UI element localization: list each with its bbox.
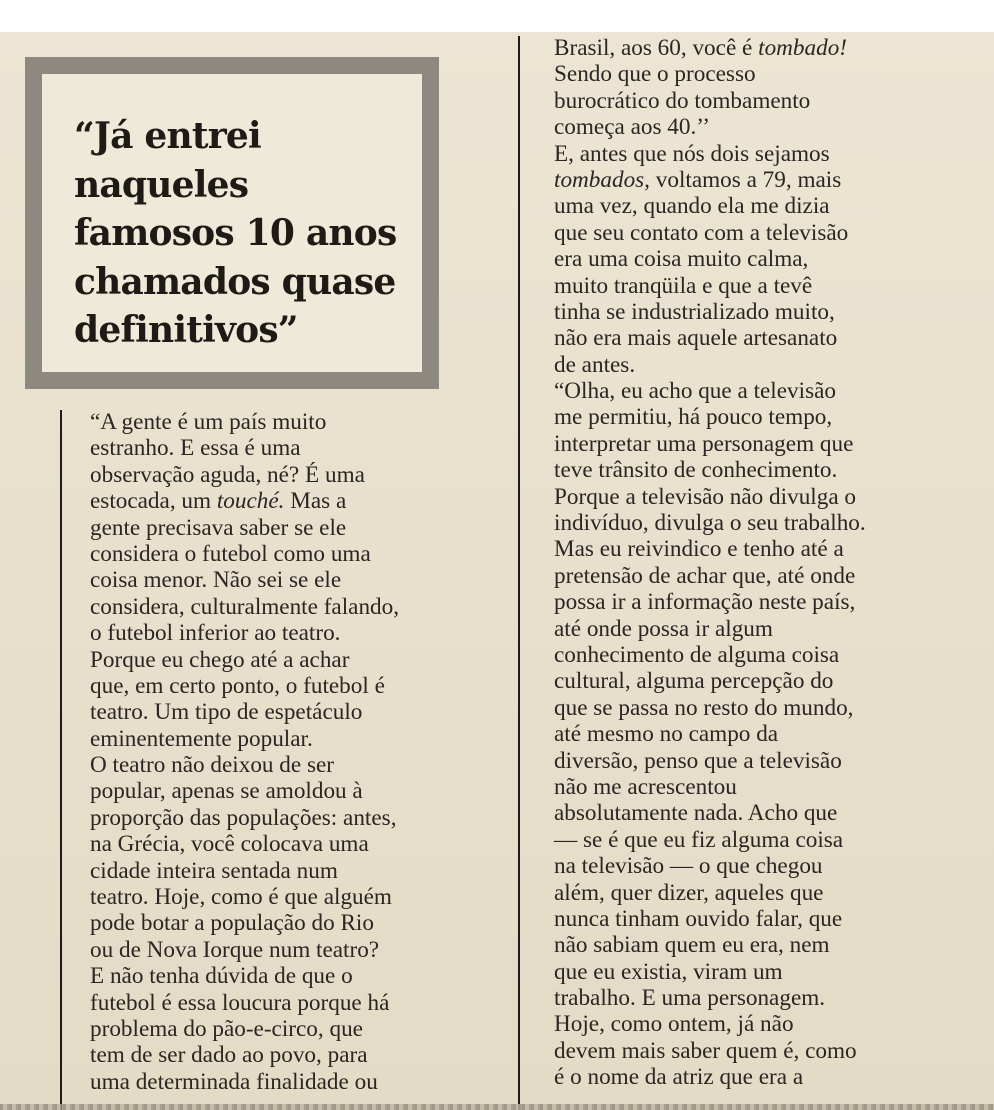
- text-line: [90, 831, 399, 857]
- text-line: [554, 167, 866, 193]
- text-line: [90, 673, 399, 699]
- text-segment: Sendo que o processo: [554, 61, 756, 88]
- text-line: [90, 1016, 399, 1042]
- text-segment: Hoje, como ontem, já não: [554, 1011, 794, 1038]
- text-line: [90, 462, 399, 488]
- text-segment: não sabiam quem eu era, nem: [554, 932, 830, 959]
- text-segment: conhecimento de alguma coisa: [554, 641, 840, 668]
- pull-quote-box: [25, 57, 439, 389]
- text-line: [554, 536, 866, 562]
- text-segment: até onde possa ir algum: [554, 615, 773, 642]
- italic-text-segment: tombado!: [758, 35, 848, 61]
- text-line: [554, 853, 866, 879]
- text-line: [90, 488, 399, 514]
- text-segment: teatro. Hoje, como é que alguém: [90, 884, 392, 911]
- text-line: [554, 748, 866, 774]
- text-line: [554, 299, 866, 325]
- text-segment: Brasil, aos 60, você é: [554, 35, 759, 61]
- text-segment: na televisão — o que chegou: [554, 853, 823, 880]
- text-line: [554, 246, 866, 272]
- text-segment: não era mais aquele artesanato: [554, 325, 838, 352]
- text-line: [554, 114, 866, 140]
- newspaper-clipping: [0, 32, 994, 1110]
- text-line: [554, 616, 866, 642]
- text-segment: popular, apenas se amoldou à: [90, 778, 363, 805]
- text-line: [90, 699, 399, 725]
- text-line: [90, 409, 399, 435]
- text-line: [554, 932, 866, 958]
- text-line: [554, 880, 866, 906]
- text-segment: até mesmo no campo da: [554, 721, 779, 748]
- text-line: [554, 827, 866, 853]
- text-segment: estocada, um: [90, 488, 217, 515]
- text-line: [90, 435, 399, 461]
- text-segment: E não tenha dúvida de que o: [90, 963, 353, 990]
- text-segment: pretensão de achar que, até onde: [554, 562, 856, 589]
- text-segment: que seu contato com a televisão: [554, 219, 849, 246]
- text-line: [554, 774, 866, 800]
- text-segment: tinha se industrializado muito,: [554, 298, 835, 325]
- text-segment: de antes.: [554, 351, 636, 378]
- text-segment: que se passa no resto do mundo,: [554, 694, 854, 721]
- text-segment: teatro. Um tipo de espetáculo: [90, 699, 363, 726]
- text-line: [554, 352, 866, 378]
- text-line: [554, 1011, 866, 1037]
- text-line: [554, 273, 866, 299]
- text-segment: burocrático do tombamento: [554, 87, 811, 114]
- text-segment: proporção das populações: antes,: [90, 804, 397, 831]
- text-segment: — se é que eu fiz alguma coisa: [554, 826, 844, 853]
- text-segment: muito tranqüila e que a tevê: [554, 272, 813, 299]
- text-segment: tem de ser dado ao povo, para: [90, 1042, 368, 1069]
- text-line: [554, 35, 866, 61]
- text-line: [90, 726, 399, 752]
- text-line: [554, 88, 866, 114]
- text-line: [90, 963, 399, 989]
- text-line: [90, 884, 399, 910]
- text-segment: voltamos a 79, mais: [649, 166, 842, 193]
- text-segment: trabalho. E uma personagem.: [554, 985, 826, 1012]
- right-text-column: [554, 35, 866, 1091]
- text-segment: uma determinada finalidade ou: [90, 1068, 378, 1095]
- text-segment: ou de Nova Iorque num teatro?: [90, 936, 380, 963]
- text-line: [554, 61, 866, 87]
- italic-text-segment: tombados,: [554, 166, 650, 193]
- text-line: [554, 985, 866, 1011]
- text-line: [554, 404, 866, 430]
- text-segment: futebol é essa loucura porque há: [90, 989, 390, 1016]
- text-segment: que, em certo ponto, o futebol é: [90, 672, 385, 699]
- text-segment: devem mais saber quem é, como: [554, 1037, 857, 1064]
- text-segment: não me acrescentou: [554, 773, 737, 800]
- text-line: [90, 1069, 399, 1095]
- text-segment: começa aos 40.’’: [554, 114, 711, 141]
- text-segment: na Grécia, você colocava uma: [90, 831, 369, 858]
- text-segment: eminentemente popular.: [90, 725, 313, 752]
- right-column-rule: [518, 36, 520, 1110]
- left-column-rule: [60, 410, 62, 1110]
- text-segment: considera o futebol como uma: [90, 540, 371, 567]
- text-segment: além, quer dizer, aqueles que: [554, 879, 824, 906]
- text-line: [554, 800, 866, 826]
- text-segment: cidade inteira sentada num: [90, 857, 338, 884]
- text-segment: é o nome da atriz que era a: [554, 1064, 804, 1091]
- text-line: [554, 220, 866, 246]
- text-line: [554, 1038, 866, 1064]
- text-line: [90, 647, 399, 673]
- text-line: [90, 541, 399, 567]
- text-segment: absolutamente nada. Acho que: [554, 800, 838, 827]
- text-segment: cultural, alguma percepção do: [554, 668, 834, 695]
- text-line: [554, 668, 866, 694]
- text-segment: Mas eu reivindico e tenho até a: [554, 536, 844, 563]
- text-segment: teve trânsito de conhecimento.: [554, 457, 838, 484]
- text-segment: o futebol inferior ao teatro.: [90, 620, 341, 647]
- text-line: [554, 906, 866, 932]
- text-segment: Porque a televisão não divulga o: [554, 483, 857, 510]
- text-line: [554, 1064, 866, 1090]
- text-segment: que eu existia, viram um: [554, 958, 783, 985]
- text-segment: estranho. E essa é uma: [90, 435, 301, 462]
- pull-quote-text: “Já entrei naqueles famosos 10 anos chamados quase definitivos”: [74, 115, 397, 351]
- text-segment: me permitiu, há pouco tempo,: [554, 404, 833, 431]
- text-segment: “A gente é um país muito: [90, 409, 327, 435]
- text-line: [90, 858, 399, 884]
- text-line: [554, 484, 866, 510]
- text-line: [90, 1042, 399, 1068]
- text-segment: nunca tinham ouvido falar, que: [554, 905, 843, 932]
- text-segment: Porque eu chego até a achar: [90, 646, 350, 673]
- text-line: [554, 695, 866, 721]
- text-segment: coisa menor. Não sei se ele: [90, 567, 342, 594]
- text-line: [554, 457, 866, 483]
- text-line: [554, 589, 866, 615]
- text-line: [554, 325, 866, 351]
- text-segment: problema do pão-e-circo, que: [90, 1015, 363, 1042]
- text-line: [90, 594, 399, 620]
- torn-bottom-edge: [0, 1104, 994, 1110]
- text-line: [554, 431, 866, 457]
- left-text-column: [90, 409, 399, 1095]
- text-line: [554, 642, 866, 668]
- text-line: [90, 990, 399, 1016]
- text-segment: “Olha, eu acho que a televisão: [554, 378, 836, 405]
- text-segment: uma vez, quando ela me dizia: [554, 193, 830, 220]
- text-segment: indivíduo, divulga o seu trabalho.: [554, 510, 866, 537]
- text-line: [90, 752, 399, 778]
- text-line: [554, 563, 866, 589]
- text-line: [554, 378, 866, 404]
- text-segment: gente precisava saber se ele: [90, 514, 347, 541]
- text-line: [554, 510, 866, 536]
- text-line: [554, 721, 866, 747]
- text-segment: O teatro não deixou de ser: [90, 752, 335, 779]
- text-segment: E, antes que nós dois sejamos: [554, 140, 830, 167]
- text-line: [90, 620, 399, 646]
- text-line: [90, 778, 399, 804]
- text-line: [90, 937, 399, 963]
- text-line: [90, 567, 399, 593]
- text-segment: considera, culturalmente falando,: [90, 593, 400, 620]
- text-segment: era uma coisa muito calma,: [554, 246, 809, 273]
- text-segment: interpretar uma personagem que: [554, 430, 854, 457]
- text-segment: possa ir a informação neste país,: [554, 589, 856, 616]
- text-line: [554, 959, 866, 985]
- text-segment: diversão, penso que a televisão: [554, 747, 842, 774]
- text-line: [554, 141, 866, 167]
- text-line: [90, 910, 399, 936]
- text-line: [90, 805, 399, 831]
- italic-text-segment: touché.: [216, 488, 285, 515]
- text-segment: pode botar a população do Rio: [90, 910, 374, 937]
- text-segment: Mas a: [284, 488, 347, 515]
- text-line: [90, 515, 399, 541]
- text-line: [554, 193, 866, 219]
- text-segment: observação aguda, né? É uma: [90, 461, 365, 488]
